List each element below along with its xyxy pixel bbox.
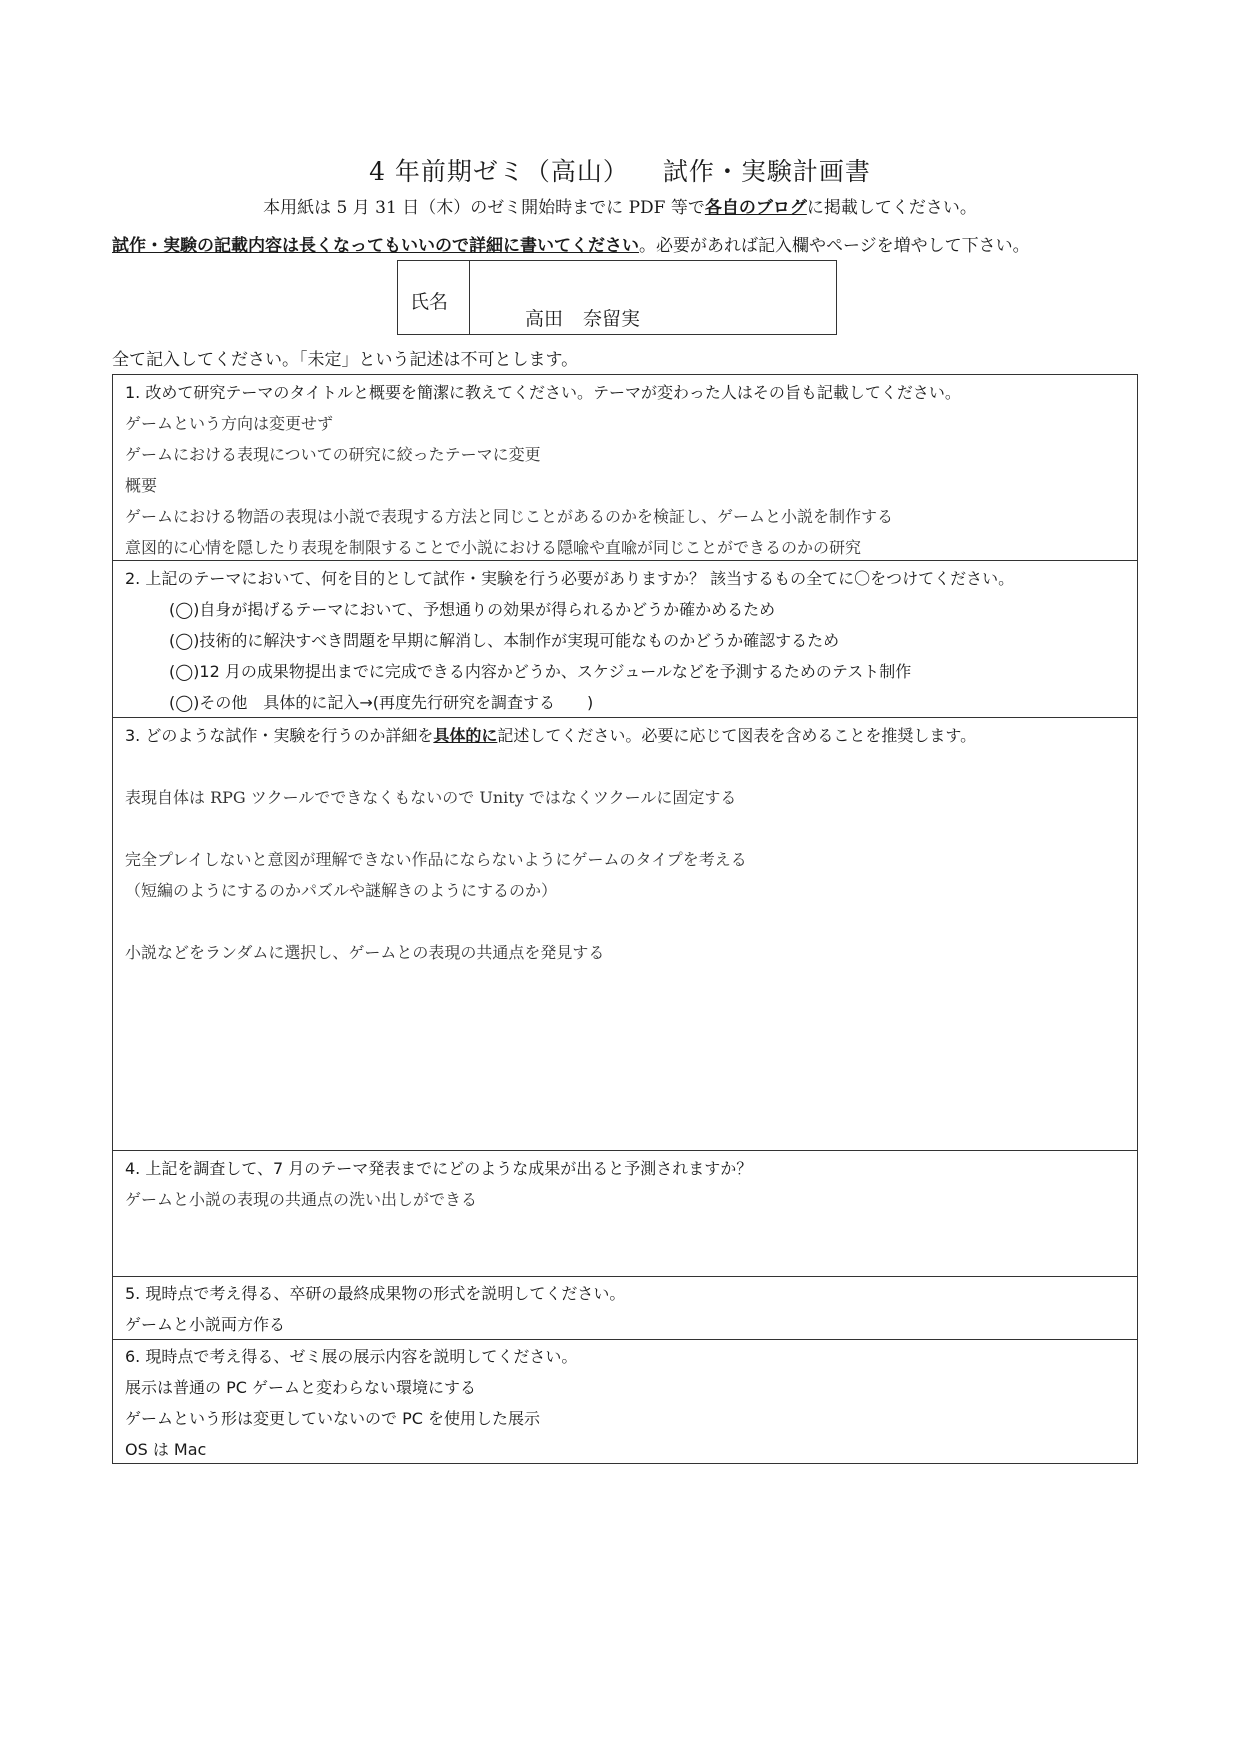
detail-note (112, 231, 1142, 256)
section-1-answer: ゲームという方向は変更せず (125, 414, 334, 433)
section-2-option: (◯)技術的に解決すべき問題を早期に解消し、本制作が実現可能なものかどうか確認するため (169, 631, 840, 650)
section-4-question: 4. 上記を調査して、7 月のテーマ発表までにどのような成果が出ると予測されますか？ (125, 1159, 753, 1178)
section-3 (112, 717, 1138, 1150)
section-3-answer: 小説などをランダムに選択し、ゲームとの表現の共通点を発見する (125, 943, 605, 962)
submission-notice (0, 193, 1240, 218)
detail-note-emphasis: 試作・実験の記載内容は長くなってもいいので詳細に書いてください (112, 236, 639, 256)
section-3-question-pre: 3. どのような試作・実験を行うのか詳細を (125, 726, 434, 745)
section-2-option: (◯)自身が掲げるテーマにおいて、予想通りの効果が得られるかどうか確かめるため (169, 600, 776, 619)
notice-post: に掲載してください。 (806, 198, 977, 218)
section-1-question: 1. 改めて研究テーマのタイトルと概要を簡潔に教えてください。テーマが変わった人はその旨も記載してください。 (125, 383, 961, 402)
section-4 (112, 1150, 1138, 1276)
section-5-answer: ゲームと小説両方作る (125, 1315, 286, 1334)
section-3-question-emphasis: 具体的に (433, 726, 498, 745)
name-surname: 高田 (525, 308, 564, 330)
section-6-answer: ゲームという形は変更していないので PC を使用した展示 (125, 1409, 540, 1428)
name-label: 氏名 (398, 261, 470, 334)
section-3-answer: 表現自体は RPG ツクールでできなくもないので Unity ではなくツクールに固定する (125, 788, 737, 807)
section-3-answer: 完全プレイしないと意図が理解できない作品にならないようにゲームのタイプを考える (125, 850, 747, 869)
name-box (397, 260, 837, 335)
name-given: 奈留実 (583, 308, 641, 330)
notice-pre: 本用紙は 5 月 31 日（木）のゼミ開始時までに PDF 等で (263, 198, 705, 218)
section-5 (112, 1276, 1138, 1339)
name-value (470, 261, 836, 334)
section-1-answer: 概要 (125, 476, 158, 495)
section-5-question: 5. 現時点で考え得る、卒研の最終成果物の形式を説明してください。 (125, 1284, 626, 1303)
section-6-answer: OS は Mac (125, 1440, 207, 1459)
section-2 (112, 560, 1138, 717)
section-6 (112, 1339, 1138, 1464)
section-2-option: (◯)12 月の成果物提出までに完成できる内容かどうか、スケジュールなどを予測するためのテスト制作 (169, 662, 912, 681)
section-1 (112, 374, 1138, 560)
section-4-answer: ゲームと小説の表現の共通点の洗い出しができる (125, 1190, 478, 1209)
instruction-text: 全て記入してください。「未定」という記述は不可とします。 (112, 350, 579, 370)
notice-emphasis: 各自のブログ (704, 198, 807, 218)
section-1-answer: ゲームにおける物語の表現は小説で表現する方法と同じことがあるのかを検証し、ゲームと小説を制作する (125, 507, 894, 526)
detail-note-post: 。必要があれば記入欄やページを増やして下さい。 (639, 236, 1030, 256)
section-1-answer: ゲームにおける表現についての研究に絞ったテーマに変更 (125, 445, 541, 464)
section-2-question: 2. 上記のテーマにおいて、何を目的として試作・実験を行う必要がありますか？ 該当するもの全てに〇をつけてください。 (125, 569, 1015, 588)
page-title (0, 152, 1240, 188)
section-6-question: 6. 現時点で考え得る、ゼミ展の展示内容を説明してください。 (125, 1347, 578, 1366)
section-1-answer: 意図的に心情を隠したり表現を制限することで小説における隠喩や直喩が同じことができるのかの研究 (125, 538, 862, 557)
title-main: 4 年前期ゼミ（高山） (369, 157, 629, 186)
section-3-answer: （短編のようにするのかパズルや謎解きのようにするのか） (125, 881, 558, 900)
section-3-question-post: 記述してください。必要に応じて図表を含めることを推奨します。 (497, 726, 977, 745)
section-6-answer: 展示は普通の PC ゲームと変わらない環境にする (125, 1378, 476, 1397)
title-sub: 試作・実験計画書 (662, 157, 871, 186)
section-2-option: (◯)その他 具体的に記入→(再度先行研究を調査する ) (169, 693, 594, 712)
section-3-question (125, 718, 1137, 751)
